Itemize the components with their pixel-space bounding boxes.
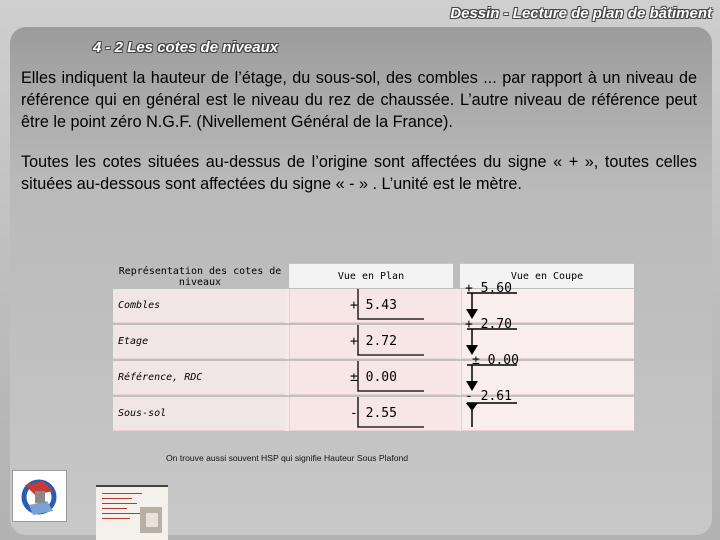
section-title: 4 - 2 Les cotes de niveaux [93, 39, 279, 56]
table-row [113, 353, 634, 395]
slide-thumbnail [96, 485, 168, 540]
row-label: Sous-sol [113, 397, 285, 431]
table-row [113, 281, 634, 323]
sign-paragraph: Toutes les cotes situées au-dessus de l’origine sont affectées du signe « + », toutes celles situées au-dessous sont affectées du signe « - » . L’unité est le mètre. [21, 153, 697, 193]
intro-paragraph: Elles indiquent la hauteur de l’étage, du sous-sol, des combles ... par rapport à un niveau de référence qui en général est le niveau du rez de chaussée. L’autre niveau de référence peut être le point zéro N.G.F. (Nivellement Général de la France). [21, 69, 697, 131]
plan-value: ± 0.00 [350, 370, 397, 385]
footnote: On trouve aussi souvent HSP qui signifie Hauteur Sous Plafond [166, 453, 409, 463]
header-coupe: Vue en Coupe [460, 263, 634, 288]
header-representation: Représentation des cotes de niveaux [118, 265, 282, 288]
row-label: Etage [113, 325, 285, 359]
level-table [113, 263, 634, 434]
plan-value: - 2.55 [350, 406, 397, 421]
table-row [113, 317, 634, 359]
header-plan: Vue en Plan [289, 263, 453, 288]
plan-cell [289, 361, 457, 395]
coupe-value: + 2.70 [465, 317, 512, 332]
coupe-cell [461, 389, 634, 431]
plan-cell [289, 397, 457, 431]
plan-cell [289, 325, 457, 359]
plan-value: + 2.72 [350, 334, 397, 349]
page-title: Dessin - Lecture de plan de bâtiment [450, 5, 712, 22]
coupe-value: ± 0.00 [472, 353, 519, 368]
row-label: Référence, RDC [113, 361, 285, 395]
coupe-value: - 2.61 [465, 389, 512, 404]
coupe-value: + 5.60 [465, 281, 512, 296]
plan-value: + 5.43 [350, 298, 397, 313]
plan-cell [289, 289, 457, 323]
table-row [113, 389, 634, 431]
logo-icon [12, 470, 67, 522]
row-label: Combles [113, 289, 285, 323]
